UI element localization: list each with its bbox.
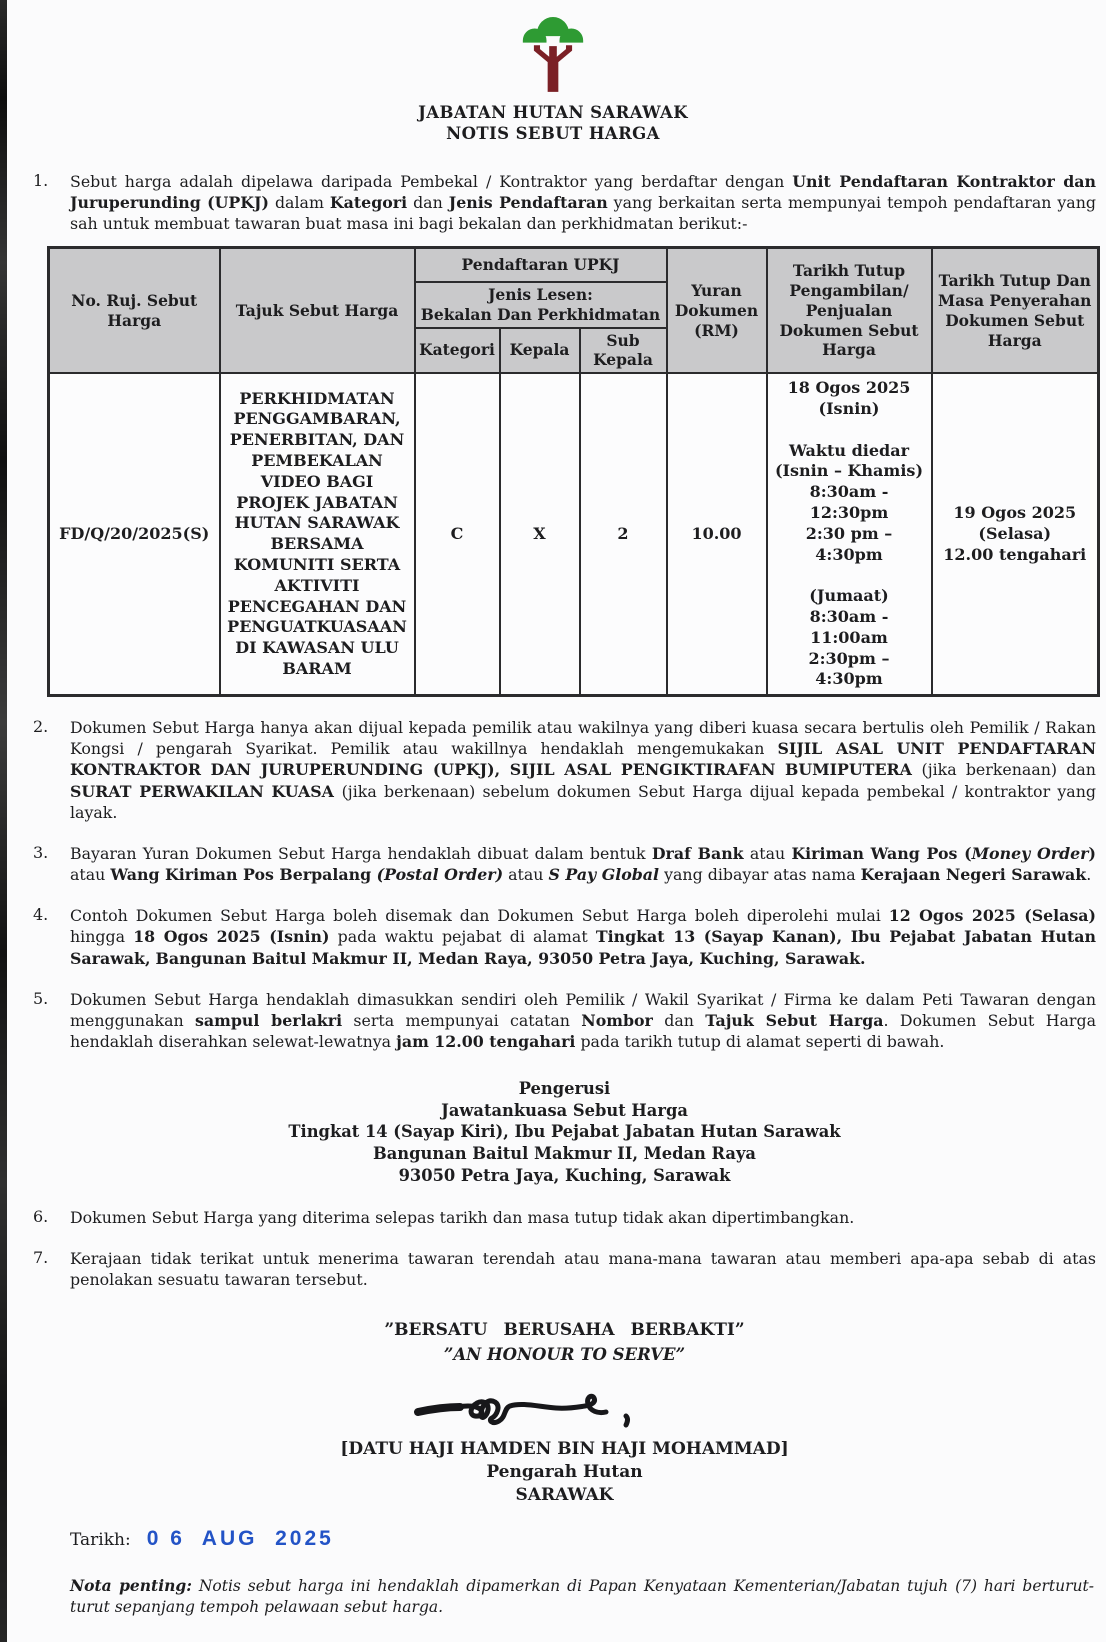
item-number: 5. xyxy=(33,988,49,1008)
submission-address-block: Pengerusi Jawatankuasa Sebut Harga Tingkat 14 (Sayap Kiri), Ibu Pejabat Jabatan Hutan Sarawak Bangunan Baitul Makmur II, Medan Raya 93050 Petra Jaya, Kuching, Sarawak xyxy=(288,1079,841,1185)
list-item-5 xyxy=(33,989,1096,1052)
col-header-yuran: Yuran Dokumen (RM) xyxy=(667,248,767,373)
col-header-tutup-penyerahan: Tarikh Tutup Dan Masa Penyerahan Dokumen Sebut Harga xyxy=(932,248,1099,373)
item-text: Kerajaan tidak terikat untuk menerima tawaran terendah atau mana-mana tawaran atau memberi apa-apa sebab di atas penolakan sesuatu tawaran tersebut. xyxy=(70,1248,1096,1289)
col-header-tutup-pengambilan: Tarikh Tutup Pengambilan/ Penjualan Dokumen Sebut Harga xyxy=(767,248,932,373)
col-header-pendaftaran-upkj: Pendaftaran UPKJ xyxy=(415,248,667,282)
signature-block xyxy=(33,1376,1096,1438)
list-item-2 xyxy=(33,717,1096,823)
document-header xyxy=(0,0,1106,145)
motto-malay: ”BERSATU BERUSAHA BERBAKTI” xyxy=(384,1319,745,1340)
scan-edge-artifact xyxy=(0,0,7,1642)
cell-yuran: 10.00 xyxy=(667,373,767,695)
cell-tutup-pengambilan: 18 Ogos 2025 (Isnin) Waktu diedar (Isnin – Khamis) 8:30am - 12:30pm 2:30 pm – 4:30pm (Jumaat) 8:30am - 11:00am 2:30pm – 4:30pm xyxy=(767,373,932,695)
date-stamp: 0 6 AUG 2025 xyxy=(146,1526,334,1550)
list-item-1 xyxy=(33,171,1096,234)
col-header-sub-kepala: Sub Kepala xyxy=(580,328,667,374)
cell-kategori: C xyxy=(415,373,500,695)
motto-english: ”AN HONOUR TO SERVE” xyxy=(443,1344,686,1364)
item-number: 3. xyxy=(33,842,49,862)
tender-table xyxy=(47,246,1100,697)
date-label: Tarikh: xyxy=(70,1529,131,1550)
col-header-kepala: Kepala xyxy=(500,328,580,374)
item-number: 2. xyxy=(33,717,49,737)
notice-body xyxy=(0,145,1106,1642)
cell-tajuk: PERKHIDMATAN PENGGAMBARAN, PENERBITAN, DAN PEMBEKALAN VIDEO BAGI PROJEK JABATAN HUTAN SARAWAK BERSAMA KOMUNITI SERTA AKTIVITI PENCEGAHAN DAN PENGUATKUASAAN DI KAWASAN ULU BARAM xyxy=(220,373,415,695)
list-item-7 xyxy=(33,1248,1096,1290)
item-number: 6. xyxy=(33,1206,49,1226)
item-text: Dokumen Sebut Harga hendaklah dimasukkan sendiri oleh Pemilik / Wakil Syarikat / Firma ke dalam Peti Tawaran dengan menggunakan sampul berlakri serta mempunyai catatan Nombor dan Tajuk Sebut Harga. Dokumen Sebut Harga hendaklah diserahkan selewat-lewatnya jam 12.00 tengahari pada tarikh tutup di alamat seperti di bawah. xyxy=(70,989,1096,1051)
item-number: 1. xyxy=(33,170,49,190)
signatory-title: Pengarah Hutan xyxy=(486,1461,643,1482)
col-header-no-ruj: No. Ruj. Sebut Harga xyxy=(49,248,220,373)
list-item-4 xyxy=(33,905,1096,968)
item-text: Sebut harga adalah dipelawa daripada Pembekal / Kontraktor yang berdaftar dengan Unit Pendaftaran Kontraktor dan Juruperunding (UPKJ) dalam Kategori dan Jenis Pendaftaran yang berkaitan serta mempunyai tempoh pendaftaran yang sah untuk membuat tawaran buat masa ini bagi bekalan dan perkhidmatan berikut:- xyxy=(70,171,1097,234)
signatory-org: SARAWAK xyxy=(515,1484,614,1505)
item-text: Bayaran Yuran Dokumen Sebut Harga hendaklah dibuat dalam bentuk Draf Bank atau Kiriman Wang Pos (Money Order) atau Wang Kiriman Pos Berpalang (Postal Order) atau S Pay Global yang dibayar atas nama Kerajaan Negeri Sarawak. xyxy=(70,843,1096,885)
item-number: 4. xyxy=(33,905,49,925)
col-header-jenis-lesen: Jenis Lesen: Bekalan Dan Perkhidmatan xyxy=(415,282,667,328)
footer-note: Nota penting: Notis sebut harga ini hendaklah dipamerkan di Papan Kenyataan Kementerian/Jabatan tujuh (7) hari berturut-turut sepanjang tempoh pelawaan sebut harga. xyxy=(70,1575,1094,1616)
cell-kepala: X xyxy=(500,373,580,695)
date-row xyxy=(70,1527,1096,1551)
list-item-3 xyxy=(33,843,1096,885)
item-text: Dokumen Sebut Harga hanya akan dijual kepada pemilik atau wakilnya yang diberi kuasa secara bertulis oleh Pemilik / Rakan Kongsi / pengarah Syarikat. Pemilik atau wakillnya hendaklah mengemukakan SIJIL ASAL UNIT PENDAFTARAN KONTRAKTOR DAN JURUPERUNDING (UPKJ), SIJIL ASAL PENGIKTIRAFAN BUMIPUTERA (jika berkenaan) dan SURAT PERWAKILAN KUASA (jika berkenaan) sebelum dokumen Sebut Harga dijual kepada pembekal / kontraktor yang layak. xyxy=(70,718,1097,822)
list-item-6 xyxy=(33,1207,1096,1228)
col-header-kategori: Kategori xyxy=(415,328,500,374)
signatory-name: [DATU HAJI HAMDEN BIN HAJI MOHAMMAD] xyxy=(340,1438,789,1459)
signature-scribble xyxy=(412,1376,662,1434)
col-header-tajuk: Tajuk Sebut Harga xyxy=(220,248,415,373)
cell-no-ruj: FD/Q/20/2025(S) xyxy=(49,373,220,695)
department-title: JABATAN HUTAN SARAWAK xyxy=(418,103,688,122)
item-text: Dokumen Sebut Harga yang diterima selepas tarikh dan masa tutup tidak akan dipertimbangkan. xyxy=(70,1207,855,1227)
forest-department-tree-logo xyxy=(514,14,592,98)
tender-row xyxy=(49,373,1099,695)
cell-tutup-penyerahan: 19 Ogos 2025 (Selasa) 12.00 tengahari xyxy=(932,373,1099,695)
item-number: 7. xyxy=(33,1247,49,1267)
notice-type-title: NOTIS SEBUT HARGA xyxy=(446,124,660,144)
cell-sub-kepala: 2 xyxy=(580,373,667,695)
item-text: Contoh Dokumen Sebut Harga boleh disemak dan Dokumen Sebut Harga boleh diperolehi mulai 12 Ogos 2025 (Selasa) hingga 18 Ogos 2025 (Isnin) pada waktu pejabat di alamat Tingkat 13 (Sayap Kanan), Ibu Pejabat Jabatan Hutan Sarawak, Bangunan Baitul Makmur II, Medan Raya, 93050 Petra Jaya, Kuching, Sarawak. xyxy=(70,906,1097,968)
